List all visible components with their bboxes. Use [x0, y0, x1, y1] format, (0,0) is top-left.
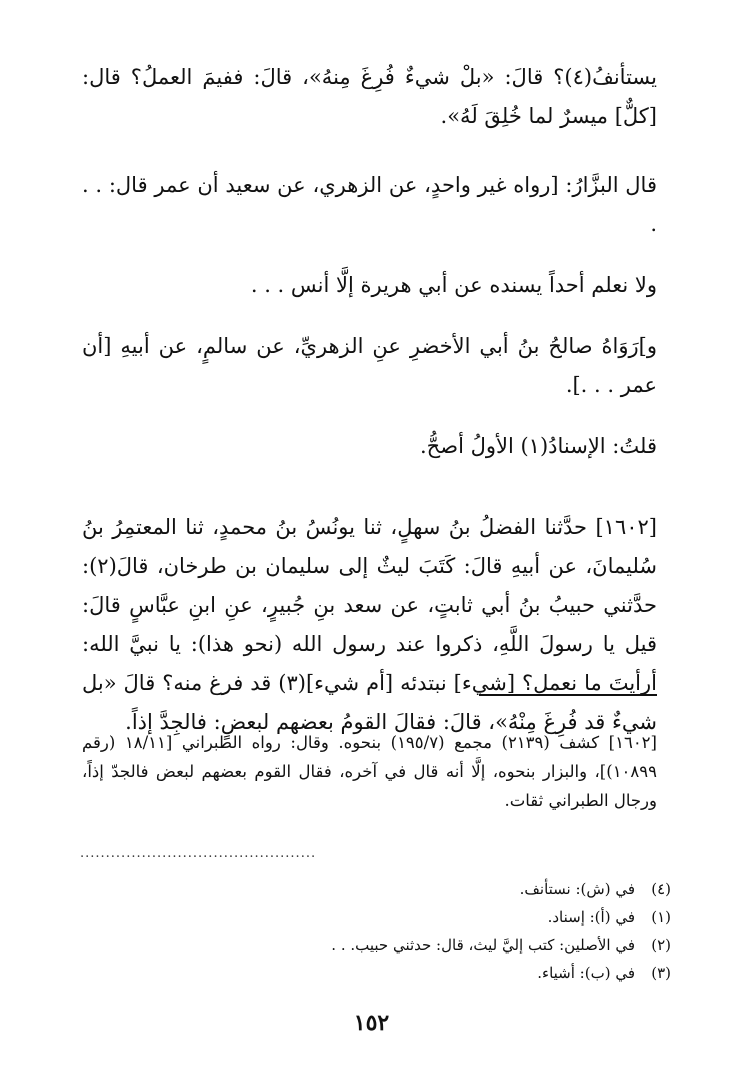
footnote-number: (٤) [651, 880, 671, 898]
paragraph-hadith-1602: [١٦٠٢] حدَّثنا الفضلُ بنُ سهلٍ، ثنا يونُسُ بنُ محمدٍ، ثنا المعتمِرُ بنُ سُليمانَ، عن أبيهِ قالَ: كَتَبَ ليثٌ إلى سليمان بن طرخان، قالَ(٢): حدَّثني حبيبُ بنُ أبي ثابتٍ، عن سعد بنِ جُبيرٍ، عنِ ابنِ عبَّاسٍ قالَ: قيل يا رسولَ اللَّهِ، ذكروا عند رسول الله (نحو هذا): يا نبيَّ الله: أرأيتَ ما نعمل؟ [شيء] نبتدئه [أم شيء](٣) قد فرغ منه؟ قالَ «بل شيءٌ قد فُرِغَ مِنْهُ»، قالَ: فقالَ القومُ بعضهم لبعضٍ: فالجِدَّ إذاً. [82, 515, 657, 734]
footnote-number: (٣) [651, 964, 671, 982]
footnote-item [111, 931, 671, 959]
footnote-number: (١) [651, 908, 671, 926]
page-number: ١٥٢ [353, 1010, 390, 1036]
footnote-divider [479, 694, 657, 696]
footnote-item [111, 959, 671, 987]
footnote-text: في الأصلين: كتب إليَّ ليث، قال: حدثني حبيب. . . [331, 936, 635, 954]
footnote-number: (٢) [651, 936, 671, 954]
paragraph-narration-salih: و]رَوَاهُ صالحُ بنُ أبي الأخضرِ عنِ الزهريِّ، عن سالمٍ، عن أبيهِ [أن عمر . . .]. [82, 334, 657, 397]
footnote-text: في (أ): إسناد. [547, 908, 635, 926]
paragraph-hadith-continuation: يستأنفُ(٤)؟ قالَ: «بلْ شيءٌ فُرِغَ مِنهُ»، قالَ: ففيمَ العملُ؟ قال: [كلٌّ] ميسرٌ لما خُلِقَ لَهُ». [82, 65, 657, 128]
main-text [82, 58, 657, 742]
footnote-text: في (ش): نستأنف. [519, 880, 635, 898]
footnote-item [111, 875, 671, 903]
paragraph-author-comment: قلتُ: الإسنادُ(١) الأولُ أصحُّ. [420, 434, 657, 458]
footnote-text: في (ب): أشياء. [537, 964, 635, 982]
dotted-separator: .............................................. [80, 846, 317, 861]
takhrij-note: [١٦٠٢] كشف (٢١٣٩) مجمع (١٩٥/٧) بنحوه. وقال: رواه الطبراني [١٨/١١ (رقم ١٠٨٩٩)]، والبزار بنحوه، إلَّا أنه قال في آخره، فقال القوم بعضهم لبعض فالجدّ إذاً، ورجال الطبراني ثقات. [82, 733, 657, 810]
paragraph-bazzar-quote: قال البزَّارُ: [رواه غير واحدٍ، عن الزهري، عن سعيد أن عمر قال: . . . [82, 173, 657, 236]
footnotes-list [111, 875, 671, 987]
footnote-item [111, 903, 671, 931]
paragraph-bazzar-note: ولا نعلم أحداً يسنده عن أبي هريرة إلَّا أنس . . . [250, 273, 657, 297]
